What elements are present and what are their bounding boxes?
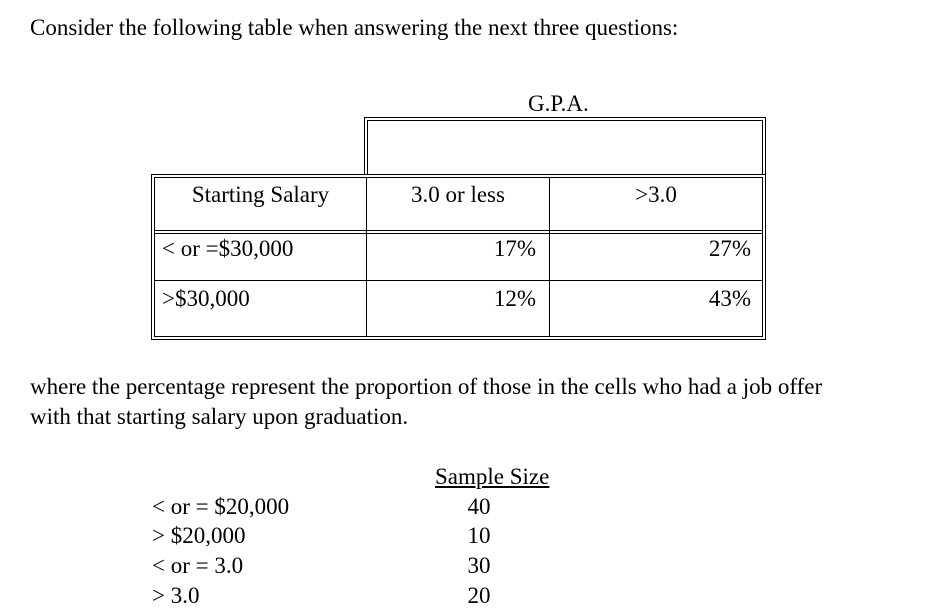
explanation-line-1: where the percentage represent the proportion of those in the cells who had a job offer [30,374,823,399]
sample-row-value: 10 [467,523,491,548]
table-cell: 43% [708,286,751,311]
table-cell: 17% [493,236,536,261]
intro-text: Consider the following table when answering the next three questions: [30,15,679,40]
explanation-line-2: with that starting salary upon graduation. [30,404,409,429]
row-label: >$30,000 [162,286,250,311]
row-label: < or =$30,000 [162,236,294,261]
sample-row-label: > $20,000 [152,523,246,548]
sample-row-value: 40 [467,494,491,519]
table-cell: 12% [493,286,536,311]
sample-row-value: 30 [467,553,491,578]
column-header: 3.0 or less [411,182,505,207]
row-header-label: Starting Salary [191,182,330,207]
sample-row-label: > 3.0 [152,583,200,608]
table-cell: 27% [708,236,751,261]
column-header: >3.0 [635,182,677,207]
sample-row-label: < or = $20,000 [152,494,290,519]
sample-row-label: < or = 3.0 [152,553,244,578]
sample-row-value: 20 [467,583,491,608]
sample-size-header: Sample Size [435,464,550,489]
gpa-header: G.P.A. [528,91,589,116]
